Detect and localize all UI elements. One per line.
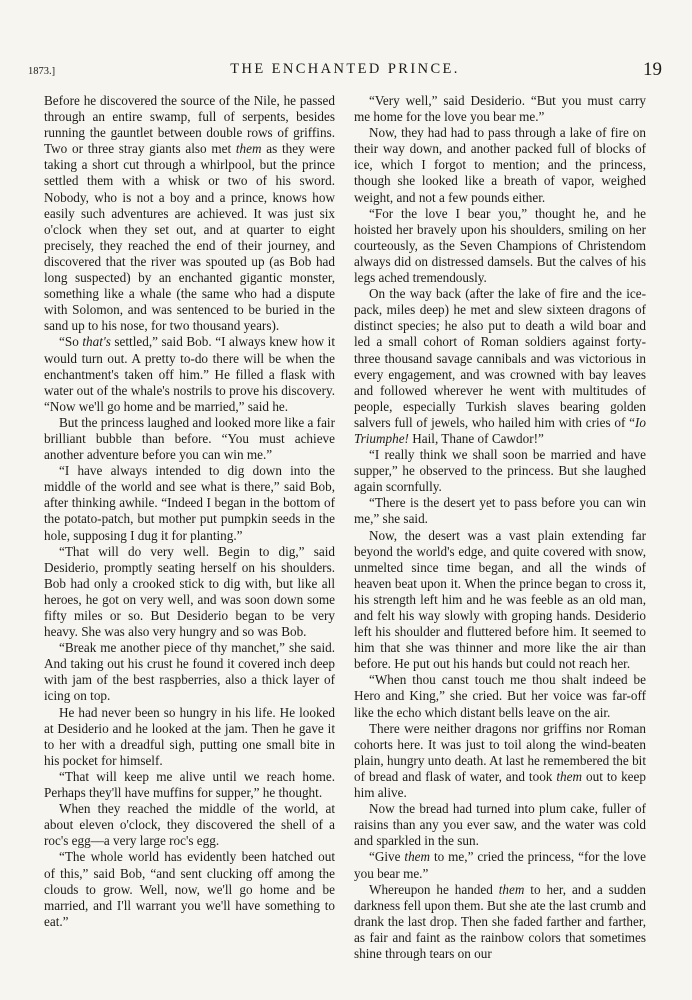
issue-year: 1873.] bbox=[28, 66, 56, 77]
paragraph: On the way back (after the lake of fire and the ice-pack, miles deep) he met and slew sixteen dragons of distinct species; he also put to death a wild boar and led a small cohort of Roman soldiers against forty-three thousand savage cannibals and was victorious in every engagement, and was crowned with bay leaves and followed wherever he went with multitudes of people, especially Turkish slaves bearing golden salvers full of jewels, who hailed him with cries of “Io Triumphe! Hail, Thane of Cawdor!” bbox=[354, 286, 646, 446]
paragraph: “I have always intended to dig down into the middle of the world and see what is there,” said Bob, after thinking awhile. “Indeed I began in the bottom of the potato-patch, but mother put pumpkin seeds in the hole, supposing I dug it for planting.” bbox=[44, 463, 335, 543]
paragraph: “The whole world has evidently been hatched out of this,” said Bob, “and sent clucking off among the clouds to grow. Well, now, we'll go home and be married, and I'll warrant you we'll have something to eat.” bbox=[44, 849, 335, 929]
paragraph: But the princess laughed and looked more like a fair brilliant bubble than before. “You must achieve another adventure before you can win me.” bbox=[44, 414, 335, 463]
running-head bbox=[28, 60, 662, 82]
paragraph: Now the bread had turned into plum cake, fuller of raisins than any you ever saw, and the water was cold and sparkled in the sun. bbox=[354, 801, 646, 849]
paragraph: “When thou canst touch me thou shalt indeed be Hero and King,” she cried. But her voice was far-off like the echo which distant bells leave on the air. bbox=[354, 672, 646, 720]
paragraph: “For the love I bear you,” thought he, and he hoisted her bravely upon his shoulders, smiling on her courteously, as the Seven Champions of Christendom always did on distressed damsels. But the calves of his legs ached tremendously. bbox=[354, 205, 646, 286]
paragraph: “I really think we shall soon be married and have supper,” he observed to the princess. But she laughed again scornfully. bbox=[354, 447, 646, 495]
paragraph: He had never been so hungry in his life. He looked at Desiderio and he looked at the jam. Then he gave it to her with a dreadful sigh, putting one small bite in his pocket for himself. bbox=[44, 704, 335, 768]
page-number: 19 bbox=[643, 59, 662, 80]
paragraph: Now, they had had to pass through a lake of fire on their way down, and another packed full of blocks of ice, which I forgot to mention; and the princess, though she looked like a breath of vapor, weighed weight, and not a few pounds either. bbox=[354, 125, 646, 205]
paragraph: Whereupon he handed them to her, and a sudden darkness fell upon them. But she ate the last crumb and drank the last drop. Then she faded farther and farther, as fair and faint as the rainbow colors that sometimes shine through tears on our bbox=[354, 881, 647, 961]
paragraph: “Break me another piece of thy manchet,” she said. And taking out his crust he found it covered inch deep with jam of the best raspberries, also a thick layer of icing on top. bbox=[44, 640, 335, 704]
paragraph: “So that's settled,” said Bob. “I always knew how it would turn out. A pretty to-do there will be when the enchantment's taken off him.” He filled a flask with water out of the whale's nostrils to prove his discovery. “Now we'll go home and be married,” said he. bbox=[44, 334, 335, 414]
paragraph: Now, the desert was a vast plain extending far beyond the world's edge, and quite covered with snow, unmelted since time began, and all the winds of heaven beat upon it. When the prince began to cross it, his strength left him and he was feeble as an old man, and felt his way slowly with groping hands. Desiderio left his shoulder and fluttered before him. It seemed to him that she was thinner and more like the air than before. He put out his hands but could not reach her. bbox=[354, 527, 646, 672]
left-column bbox=[44, 93, 335, 930]
page-title: THE ENCHANTED PRINCE. bbox=[230, 61, 460, 77]
paragraph: “Very well,” said Desiderio. “But you must carry me home for the love you bear me.” bbox=[354, 93, 646, 125]
paragraph: “That will keep me alive until we reach home. Perhaps they'll have muffins for supper,” he thought. bbox=[44, 768, 335, 801]
right-column bbox=[354, 93, 646, 962]
paragraph: Before he discovered the source of the Nile, he passed through an entire swamp, full of serpents, besides running the gauntlet between double rows of griffins. Two or three stray giants also met them as they were taking a short cut through a whirlpool, but the prince settled them with a whisk or two of his sword. Nobody, who is not a boy and a prince, knows how easily such adventures are achieved. It was just six o'clock when they set out, and at quarter to eight precisely, they reached the end of their journey, and discovered that the river was spouted up (as Bob had long suspected) by an enchanted gigantic monster, something like a whale (the same who had a dispute with Solomon, and was sentenced to be buried in the sand up to his nose, for two thousand years). bbox=[44, 93, 336, 334]
paragraph: “Give them to me,” cried the princess, “for the love you bear me.” bbox=[354, 849, 646, 881]
paragraph: “That will do very well. Begin to dig,” said Desiderio, promptly seating herself on his shoulders. Bob had only a crooked stick to dig with, but like all heroes, he got on very well, and was soon down some fifty miles or so. But Desiderio began to be very heavy. She was also very hungry and so was Bob. bbox=[44, 543, 335, 640]
paragraph: When they reached the middle of the world, at about eleven o'clock, they discovered the shell of a roc's egg—a very large roc's egg. bbox=[44, 801, 335, 849]
paragraph: “There is the desert yet to pass before you can win me,” she said. bbox=[354, 495, 646, 527]
paragraph: There were neither dragons nor griffins nor Roman cohorts here. It was just to toil along the wind-beaten plain, hungry unto death. At last he remembered the bit of bread and flask of water, and took them out to keep him alive. bbox=[354, 720, 646, 801]
